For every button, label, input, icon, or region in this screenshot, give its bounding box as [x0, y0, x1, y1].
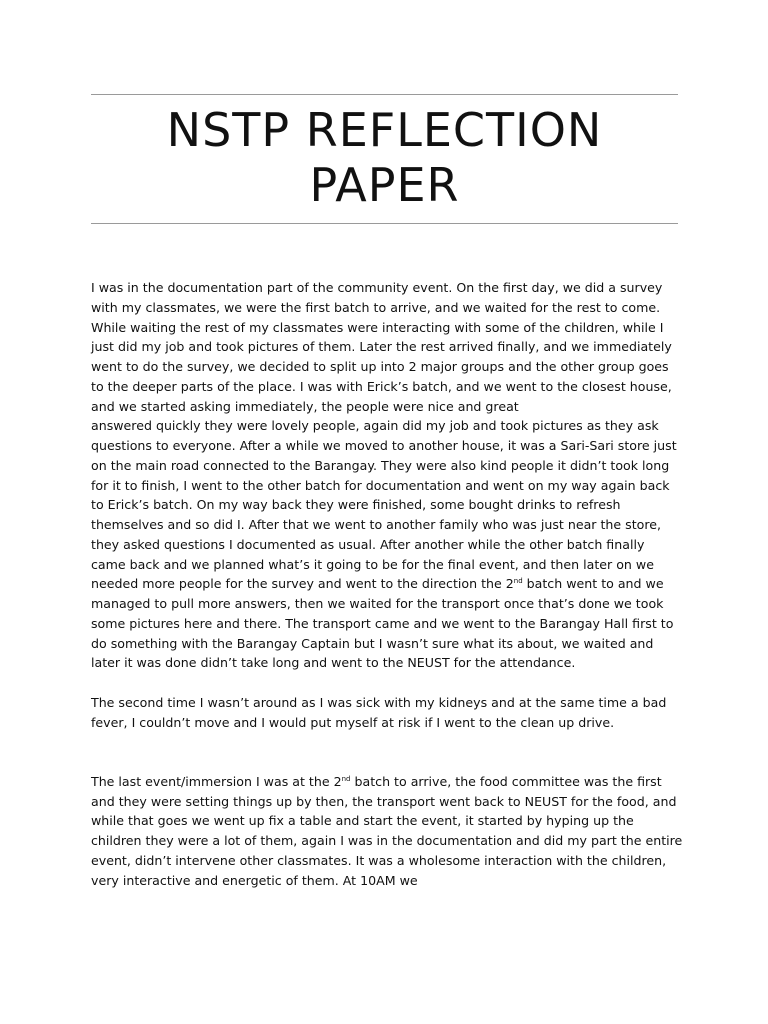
paragraph-1a: I was in the documentation part of the community event. On the first day, we did a survey with my classmates, we were the first batch to arrive, and we waited for the rest to come. While waiting the rest of my classmates were interacting with some of the children, while I just did my job and took pictures of them. Later the rest arrived finally, and we immediately went to do the survey, we decided to split up into 2 major groups and the other group goes to the deeper parts of the place. I was with Erick’s batch, and we went to the closest house, and we started asking immediately, the people were nice and great [91, 280, 672, 414]
ordinal-suffix: nd [513, 577, 523, 586]
paragraph-2: The second time I wasn’t around as I was sick with my kidneys and at the same time a bad fever, I couldn’t move and I would put myself at risk if I went to the clean up drive. [91, 694, 667, 730]
ordinal-suffix: nd [341, 774, 351, 783]
title-line-2: PAPER [309, 158, 460, 212]
paragraph-3-text: The last event/immersion I was at the 2 [91, 773, 342, 789]
title-line-1: NSTP REFLECTION [166, 103, 603, 157]
document-body [91, 278, 683, 890]
paragraph-1b-text-cont: batch went to and we managed to pull more answers, then we waited for the transport once that’s done we took some pictures here and there. The transport came and we went to the Barangay Hall first to do something with the Barangay Captain but I wasn’t sure what its about, we waited and later it was done didn’t take long and went to the NEUST for the attendance. [91, 576, 674, 671]
paragraph-3 [91, 772, 683, 891]
paragraph-spacer [91, 732, 683, 772]
page-title [91, 103, 678, 213]
paragraph-spacer [91, 673, 683, 693]
title-bottom-divider [91, 223, 678, 224]
paragraph-1b [91, 416, 683, 673]
paragraph-1b-text: answered quickly they were lovely people, again did my job and took pictures as they ask questions to everyone. After a while we moved to another house, it was a Sari-Sari store just on the main road connected to the Barangay. They were also kind people it didn’t took long for it to finish, I went to the other batch for documentation and went on my way again back to Erick’s batch. On my way back they were finished, some bought drinks to refresh themselves and so did I. After that we went to another family who was just near the store, they asked questions I documented as usual. After another while the other batch finally came back and we planned what’s it going to be for the final event, and then later on we needed more people for the survey and went to the direction the 2 [91, 418, 677, 592]
paragraph-3-text-cont: batch to arrive, the food committee was the first and they were setting things up by then, the transport went back to NEUST for the food, and while that goes we went up fix a table and start the event, it started by hyping up the children they were a lot of them, again I was in the documentation and did my part the entire event, didn’t intervene other classmates. It was a wholesome interaction with the children, very interactive and energetic of them. At 10AM we [91, 773, 683, 888]
title-top-divider [91, 94, 678, 95]
